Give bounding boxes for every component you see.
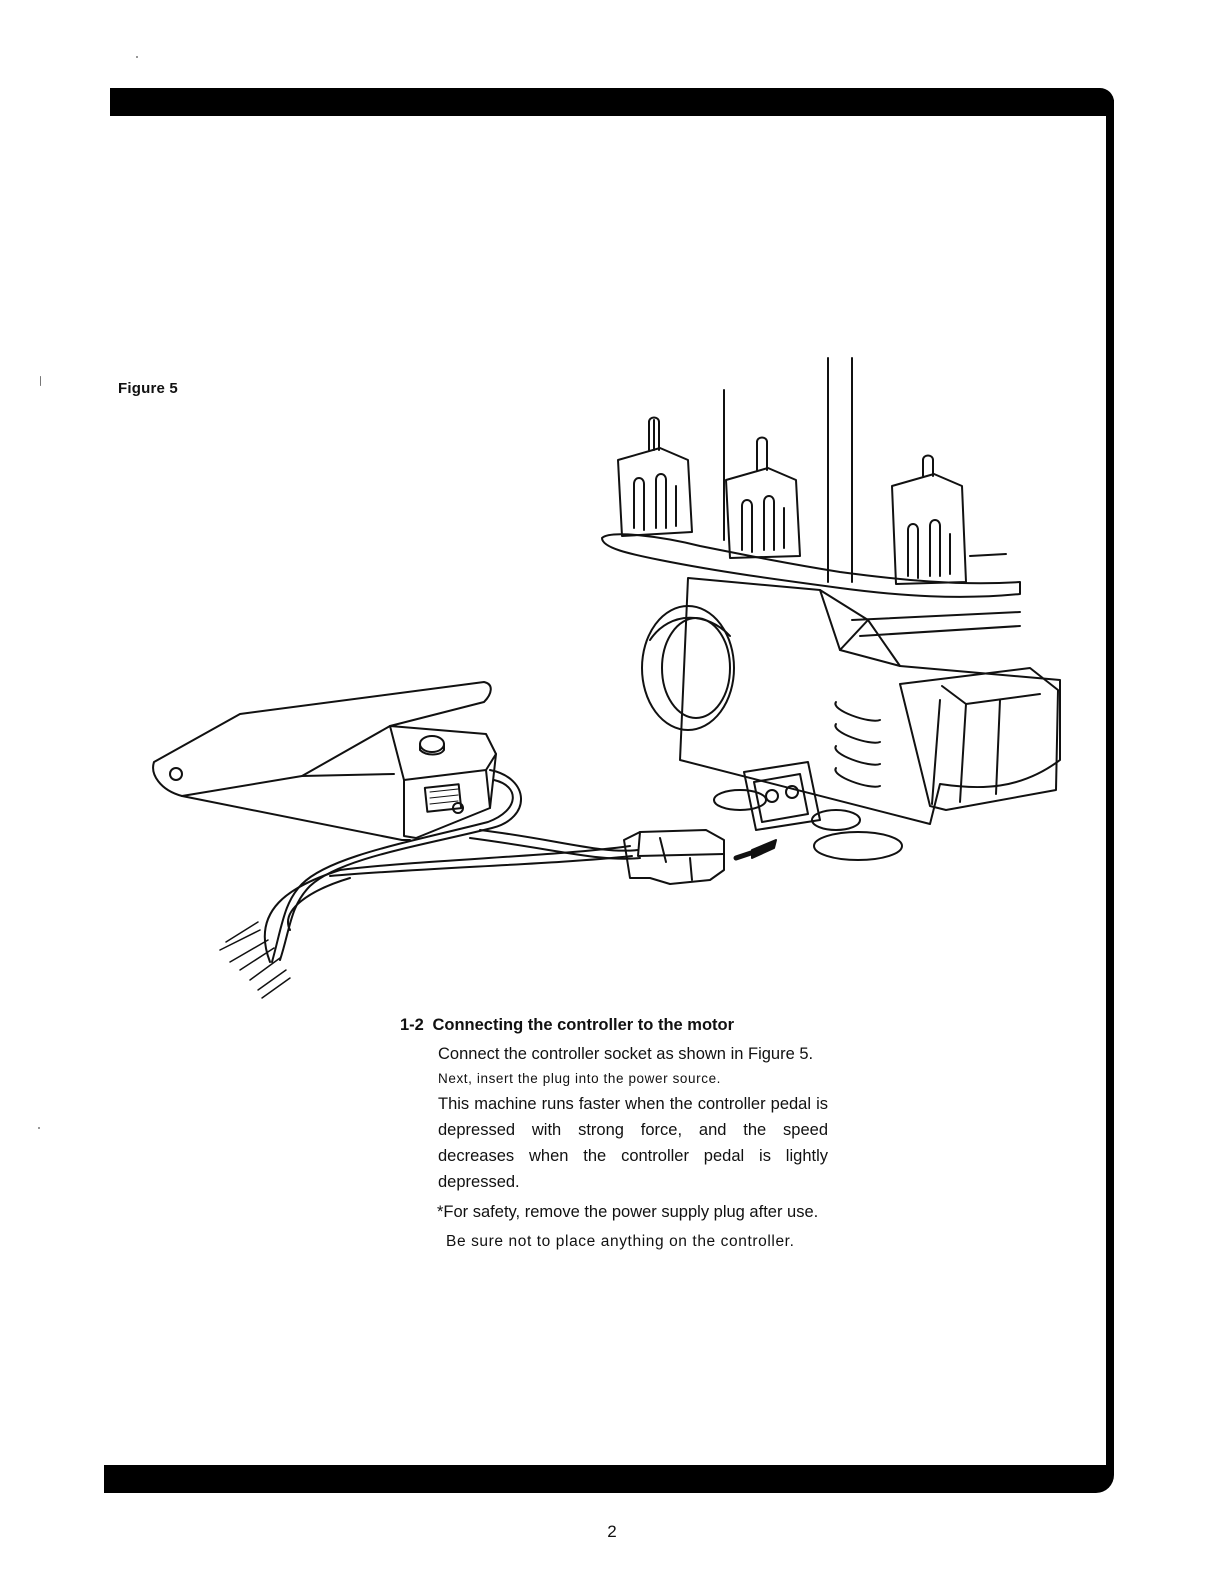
paragraph-insert-plug: Next, insert the plug into the power source.	[438, 1071, 722, 1086]
scan-speck	[136, 56, 138, 58]
figure-label: Figure 5	[118, 380, 178, 397]
page-number: 2	[607, 1522, 617, 1541]
section-heading	[400, 1016, 840, 1035]
footer-bar	[104, 1465, 1114, 1493]
note-safety: *For safety, remove the power supply plug after use.	[437, 1203, 819, 1221]
right-border-rule	[1106, 100, 1114, 1475]
note-nothing-on-controller: Be sure not to place anything on the controller.	[446, 1233, 795, 1250]
section-connecting-controller	[400, 1016, 840, 1255]
spool-cone-2	[726, 438, 800, 559]
figure-5-illustration	[140, 350, 1070, 1010]
spool-cone-3	[892, 456, 966, 585]
section-title: Connecting the controller to the motor	[432, 1016, 735, 1034]
paragraph-speed-control: This machine runs faster when the controller pedal is depressed with strong force, and the speed decreases when the controller pedal is lightly depressed.	[438, 1095, 828, 1191]
spool-cone-1	[618, 418, 692, 537]
scan-speck	[40, 376, 41, 386]
header-bar	[110, 88, 1114, 116]
section-number: 1-2	[400, 1016, 424, 1034]
scan-speck	[38, 1127, 40, 1129]
paragraph-connect-socket: Connect the controller socket as shown in Figure 5.	[438, 1045, 814, 1063]
